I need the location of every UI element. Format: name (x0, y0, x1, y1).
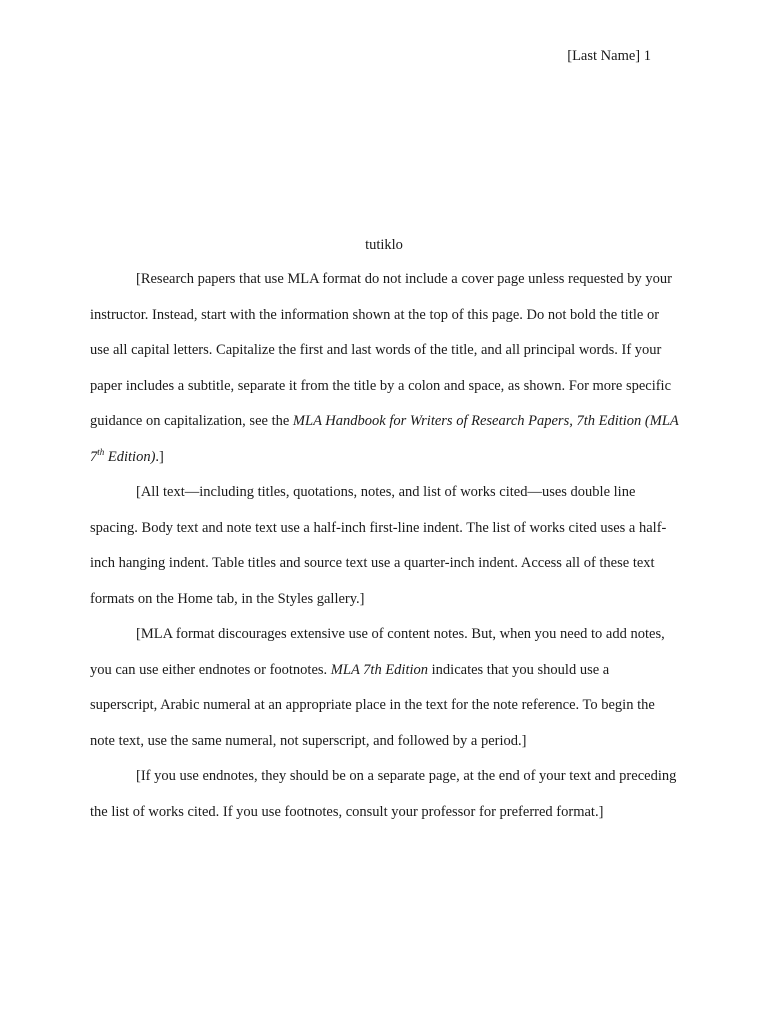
paragraph-text: [MLA format discourages extensive use of content notes. But, when you need to add notes, you can use either endnotes or footnotes. (90, 626, 665, 678)
edition-title: MLA 7th Edition (330, 661, 429, 678)
handbook-title-text: MLA Handbook for Writers of Research Papers, 7th Edition (MLA 7 (90, 413, 679, 465)
paragraph-tail: .] (155, 448, 164, 465)
handbook-title-end: Edition) (104, 448, 156, 465)
paragraph-spacing: [All text—including titles, quotations, notes, and list of works cited—uses double line spacing. Body text and note text use a half-inch first-line indent. The list of works cited uses a half-inch hanging indent. Table titles and source text use a quarter-inch indent. Access all of these text formats on the Home tab, in the Styles gallery.] (90, 484, 667, 607)
paragraph-cover-page (90, 262, 680, 475)
ordinal-superscript: th (97, 446, 105, 457)
paragraph-notes (90, 617, 680, 759)
paper-title: tutiklo (365, 237, 403, 253)
running-head: [Last Name] 1 (567, 48, 651, 64)
paragraph-endnotes: [If you use endnotes, they should be on a separate page, at the end of your text and preceding the list of works cited. If you use footnotes, consult your professor for preferred format.] (90, 768, 677, 820)
paragraph-text: [Research papers that use MLA format do not include a cover page unless requested by your instructor. Instead, start with the information shown at the top of this page. Do not bold the title or use all capital letters. Capitalize the first and last words of the title, and all principal words. If your paper includes a subtitle, separate it from the title by a colon and space, as shown. For more specific guidance on capitalization, see the (90, 271, 672, 429)
body-text (90, 262, 680, 830)
paragraph-text: indicates that you should use a superscript, Arabic numeral at an appropriate place in the text for the note reference. To begin the note text, use the same numeral, not superscript, and followed by a period.] (90, 661, 655, 749)
